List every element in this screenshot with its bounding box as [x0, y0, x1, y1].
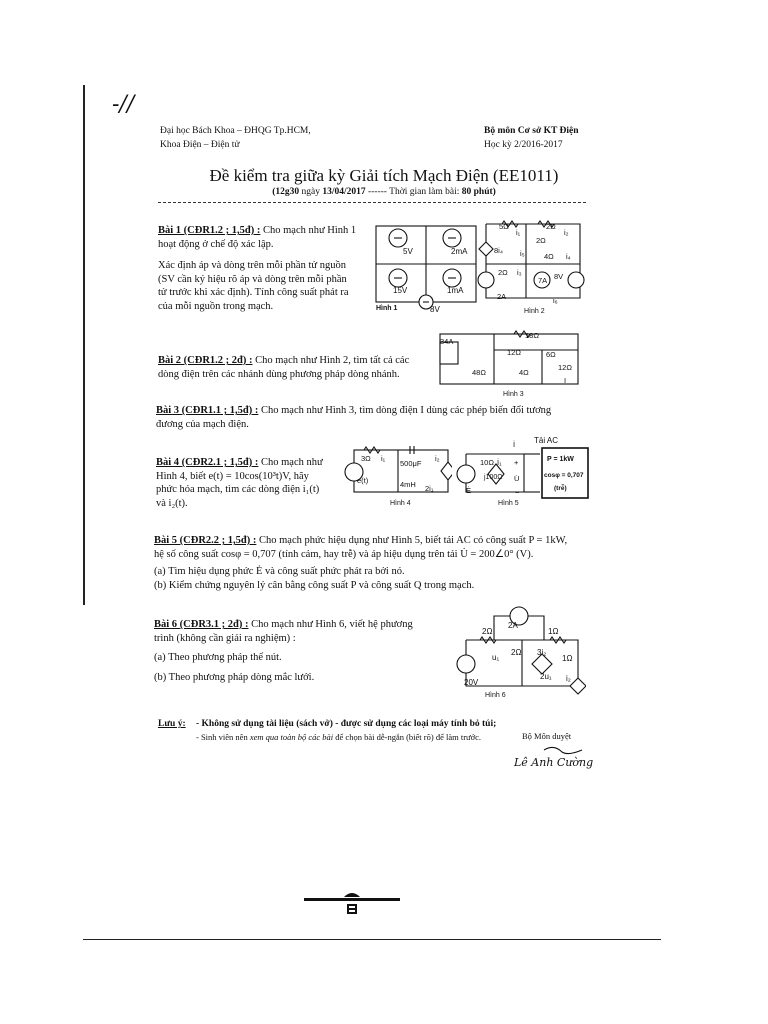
duration-value: 80 phút)	[461, 187, 496, 197]
h3-label-34a: 34A	[440, 337, 454, 346]
figure-2-circuit	[476, 218, 586, 308]
h2-label-2a: 2A	[497, 292, 507, 301]
figure-2-caption: Hình 2	[524, 308, 545, 315]
h4-label-4mh: 4mH	[400, 480, 416, 489]
question-5-part-b: (b) Kiểm chứng nguyên lý cân bằng công suất P và công suất Q trong mạch.	[154, 579, 475, 591]
title-divider	[158, 202, 586, 203]
figure-6-caption: Hình 6	[485, 692, 506, 699]
question-1-p3: tử trước khi xác định). Tính công suất phát ra	[158, 287, 349, 298]
question-2-line2: dòng điện trên các nhánh dùng phương pháp dòng nhánh.	[158, 368, 400, 380]
question-4	[156, 456, 338, 510]
note-1: - Không sử dụng tài liệu (sách vở) - được sử dụng các loại máy tính bỏ túi;	[196, 719, 497, 729]
note-label	[158, 718, 186, 731]
h3-label-6ohm: 6Ω	[546, 350, 556, 359]
header-department	[484, 124, 579, 152]
duration-label: Thời gian làm bài:	[389, 187, 462, 197]
h2-label-i5: i₅	[520, 249, 525, 258]
header-institution	[160, 124, 311, 152]
question-6-part-a: (a) Theo phương pháp thế nút.	[154, 652, 282, 663]
question-3-line1: Cho mạch như Hình 3, tìm dòng điện I dùng các phép biến đổi tương	[258, 405, 552, 416]
h6-label-1ohm-right: 1Ω	[562, 654, 573, 663]
note-2-c: để chọn bài dễ-ngắn (biết rõ) để làm trước.	[333, 732, 482, 742]
subtitle-dashes: ------	[365, 187, 390, 197]
h3-label-current-i: I	[564, 376, 567, 385]
h5-label-power: P = 1kW	[547, 456, 574, 463]
question-4-line2: Hình 4, biết e(t) = 10cos(10³t)V, hãy	[156, 470, 309, 482]
question-2-label: Bài 2 (CĐR1.2 ; 2đ) :	[158, 355, 253, 366]
h5-label-i: İ	[513, 440, 516, 449]
question-4-line4: và i₂(t).	[156, 497, 188, 509]
h6-label-2ohm-left: 2Ω	[482, 627, 493, 636]
h5-label-minus: −	[515, 488, 520, 497]
binder-clip-shape	[304, 888, 400, 916]
date-prefix: ngày	[299, 187, 323, 197]
h5-label-i1: İ₁	[497, 458, 502, 467]
question-1-line2: hoạt động ở chế độ xác lập.	[158, 238, 274, 250]
figure-1-caption: Hình 1	[376, 305, 398, 312]
figure-3-caption: Hình 3	[503, 391, 524, 398]
h6-label-2a: 2A	[508, 621, 518, 630]
h2-label-4ohm: 4Ω	[544, 252, 554, 261]
figure-4-circuit	[342, 444, 452, 500]
h5-label-10ohm: 10Ω	[480, 458, 494, 467]
h1-label-2ma: 2mA	[451, 247, 468, 256]
department-name: Bộ môn Cơ sở KT Điện	[484, 126, 579, 136]
h5-label-cosphi: cosφ = 0,707	[544, 472, 584, 479]
semester: Học kỳ 2/2016-2017	[484, 140, 563, 150]
h6-label-u1: u₁	[492, 653, 500, 662]
university-name: Đại học Bách Khoa – ĐHQG Tp.HCM,	[160, 126, 311, 136]
h4-label-et: e(t)	[357, 476, 369, 485]
question-3-label: Bài 3 (CĐR1.1 ; 1,5đ) :	[156, 405, 259, 416]
note-label-text: Lưu ý:	[158, 719, 186, 729]
figure-1-circuit	[372, 222, 482, 318]
h1-label-15v: 15V	[393, 286, 408, 295]
question-3-line2: đương của mạch điện.	[156, 418, 249, 430]
h6-label-20v: 20V	[464, 678, 479, 687]
h6-label-1ohm-top: 1Ω	[548, 627, 559, 636]
h2-label-2ohm-low: 2Ω	[498, 268, 508, 277]
h6-label-2u1: 2u₁	[540, 672, 552, 681]
h4-label-2i1: 2i₁	[425, 484, 434, 493]
question-4-line3: phức hóa mạch, tìm các dòng điện i₁(t)	[156, 484, 320, 495]
approver-signature: Lê Anh Cường	[514, 756, 594, 769]
question-6-label: Bài 6 (CĐR3.1 ; 2đ) :	[154, 619, 249, 630]
h3-label-48ohm: 48Ω	[472, 368, 486, 377]
h2-label-8i4: 8i₄	[494, 246, 503, 255]
question-6	[154, 618, 444, 684]
figure-3-circuit	[434, 328, 584, 390]
question-4-line1: Cho mạch như	[258, 457, 323, 468]
h5-label-j100ohm: j100Ω	[484, 474, 503, 481]
h4-label-i2: i₂	[435, 454, 440, 463]
h2-label-i3: i₃	[517, 268, 522, 277]
h5-label-u: U̇	[514, 474, 520, 483]
question-6-part-b: (b) Theo phương pháp dòng mắc lưới.	[154, 671, 315, 683]
question-1	[158, 224, 370, 313]
h6-label-i2: i₂	[566, 674, 571, 683]
h6-label-2ohm-mid: 2Ω	[511, 648, 522, 657]
question-6-line2: trình (không cần giải ra nghiệm) :	[154, 632, 296, 644]
h2-label-5ohm: 5Ω	[499, 222, 509, 231]
h2-label-i6: i₆	[553, 296, 558, 305]
h6-label-3i2: 3i₂	[537, 648, 547, 657]
h4-label-i1: i₁	[381, 454, 386, 463]
h2-label-2ohm-mid: 2Ω	[536, 236, 546, 245]
h3-label-18ohm: 18Ω	[525, 331, 539, 340]
exam-title: Đề kiểm tra giữa kỳ Giải tích Mạch Điện (EE1011)	[209, 166, 559, 185]
question-4-label: Bài 4 (CĐR2.1 ; 1,5đ) :	[156, 457, 259, 468]
question-6-line1: Cho mạch như Hình 6, viết hệ phương	[248, 619, 413, 630]
question-1-line1: Cho mạch như Hình 1	[260, 225, 357, 236]
question-5-line1: Cho mạch phức hiệu dụng như Hình 5, biết tải AC có công suất P = 1kW,	[256, 535, 568, 546]
h3-label-12ohm-mid: 12Ω	[507, 348, 521, 357]
h1-label-5v: 5V	[403, 247, 413, 256]
h3-label-4ohm: 4Ω	[519, 368, 529, 377]
figure-5-caption: Hình 5	[498, 500, 519, 507]
h5-label-tai-ac: Tải AC	[534, 436, 559, 445]
exam-date: 13/04/2017	[322, 187, 366, 197]
question-1-label: Bài 1 (CĐR1.2 ; 1,5đ) :	[158, 225, 261, 236]
note-2-b: xem qua toàn bộ các bài	[249, 732, 334, 742]
figure-4-caption: Hình 4	[390, 500, 411, 507]
approval-label: Bộ Môn duyệt	[522, 731, 572, 741]
h2-label-2ohm-top: 2Ω	[546, 222, 556, 231]
question-5-line2: hệ số công suất cosφ = 0,707 (tính cảm, hay trễ) và áp hiệu dụng trên tải U̇ = 200∠0° (V).	[154, 548, 534, 560]
h4-label-500uf: 500μF	[400, 459, 422, 468]
question-5	[154, 534, 604, 592]
question-1-p2: (SV cần ký hiệu rõ áp và dòng trên mỗi phần	[158, 273, 347, 285]
h2-label-i1: i₁	[516, 228, 521, 237]
scan-edge-line	[83, 85, 85, 605]
question-2-line1: Cho mạch như Hình 2, tìm tất cả các	[252, 355, 410, 366]
bottom-edge-line	[83, 939, 661, 940]
corner-pen-mark: -//	[112, 92, 135, 117]
h1-label-8v: 8V	[430, 305, 440, 314]
h5-label-lagging: (trễ)	[554, 485, 567, 492]
faculty-name: Khoa Điện – Điện tử	[160, 140, 240, 150]
question-2	[158, 354, 458, 381]
h1-label-1ma: 1mA	[447, 286, 464, 295]
h2-label-i2: i₂	[564, 228, 569, 237]
note-2-a: - Sinh viên nên	[196, 732, 250, 742]
h5-label-e: Ė	[466, 486, 472, 495]
h3-label-12ohm-right: 12Ω	[558, 363, 572, 372]
h2-label-8v: 8V	[554, 272, 564, 281]
question-5-label: Bài 5 (CĐR2.2 ; 1,5đ) :	[154, 535, 257, 546]
question-3	[156, 404, 596, 431]
h2-label-7a: 7A	[538, 276, 548, 285]
h5-label-plus: +	[514, 458, 519, 467]
question-1-p1: Xác định áp và dòng trên mỗi phần tử nguồn	[158, 260, 346, 271]
exam-subtitle	[0, 187, 768, 197]
question-5-part-a: (a) Tìm hiệu dụng phức Ė và công suất phức phát ra bởi nó.	[154, 566, 405, 577]
exam-time: (12g30	[272, 187, 300, 197]
question-1-p4: của mỗi nguồn trong mạch.	[158, 300, 274, 312]
h4-label-3ohm: 3Ω	[361, 454, 371, 463]
h2-label-i4: i₄	[566, 252, 571, 261]
